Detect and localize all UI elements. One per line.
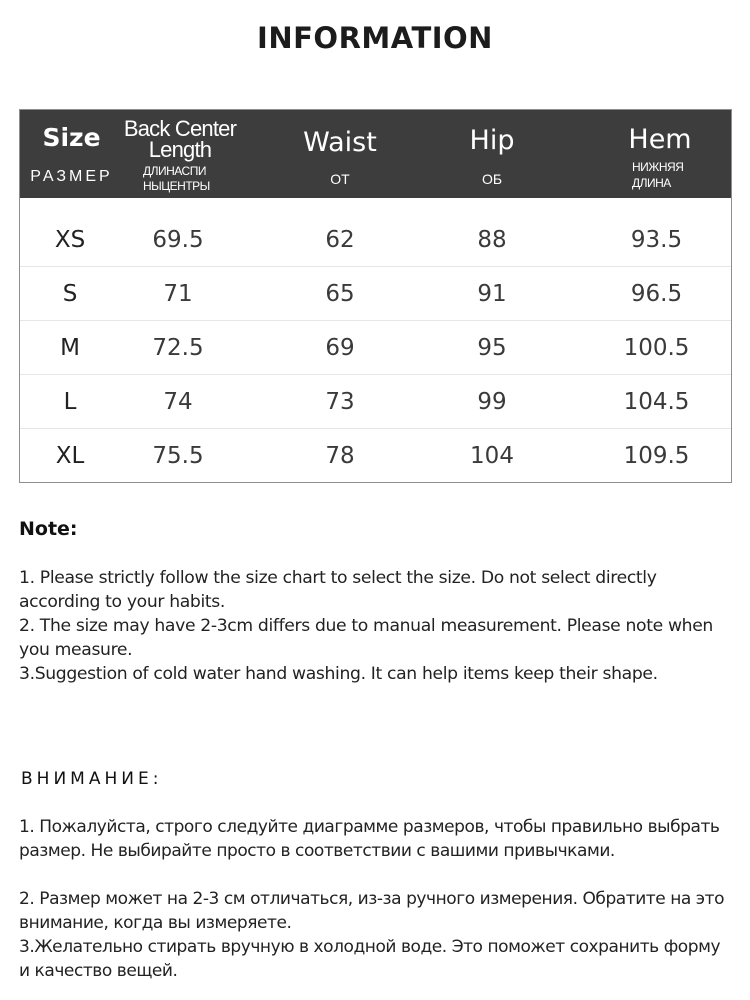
- note-ru-item: 1. Пожалуйста, строго следуйте диаграмме размеров, чтобы правильно выбрать размер. Не выбирайте просто в соответствии с вашими привычками.: [19, 817, 720, 861]
- cell-hip: 88: [477, 227, 507, 253]
- cell-waist: 78: [325, 443, 355, 469]
- cell-hem: 93.5: [630, 227, 683, 253]
- header-hem-label: Hem: [628, 124, 692, 155]
- note-item: 1. Please strictly follow the size chart to select the size. Do not select directly according to your habits.: [19, 568, 657, 612]
- cell-back-center-length: 69.5: [152, 227, 204, 253]
- cell-hem: 100.5: [623, 335, 690, 361]
- table-row: [20, 213, 731, 267]
- header-back-center-length: [120, 110, 240, 198]
- cell-hip: 99: [477, 389, 507, 415]
- cell-waist: 62: [325, 227, 355, 253]
- note-item: 3.Suggestion of cold water hand washing. It can help items keep their shape.: [19, 664, 658, 684]
- cell-hip: 91: [477, 281, 507, 307]
- table-row: [20, 267, 731, 321]
- cell-hip: 104: [470, 443, 514, 469]
- header-hem: [590, 110, 730, 198]
- cell-size: L: [63, 389, 77, 415]
- cell-size: XL: [55, 443, 85, 469]
- cell-hem: 104.5: [623, 389, 690, 415]
- header-hem-label-ru: НИЖНЯЯ ДЛИНА: [632, 160, 684, 190]
- table-row: [20, 321, 731, 375]
- cell-waist: 73: [325, 389, 355, 415]
- cell-size: S: [62, 281, 78, 307]
- note-ru-item: 2. Размер может на 2-3 см отличаться, из-за ручного измерения. Обратите на это внимание, когда вы измеряете.: [19, 889, 725, 933]
- cell-hip: 95: [477, 335, 507, 361]
- page-title: INFORMATION: [257, 21, 493, 55]
- size-chart-table: [19, 109, 732, 483]
- table-header: [20, 110, 731, 198]
- cell-back-center-length: 74: [163, 389, 193, 415]
- header-waist: [275, 110, 405, 198]
- cell-waist: 69: [325, 335, 355, 361]
- note-ru-item: 3.Желательно стирать вручную в холодной воде. Это поможет сохранить форму и качество вещей.: [19, 937, 721, 981]
- cell-hem: 96.5: [630, 281, 683, 307]
- cell-size: XS: [54, 227, 86, 253]
- cell-back-center-length: 75.5: [152, 443, 204, 469]
- header-waist-label-ru: ОТ: [330, 171, 350, 187]
- note-ru-heading: ВНИМАНИЕ:: [21, 769, 163, 789]
- cell-back-center-length: 71: [163, 281, 193, 307]
- cell-size: M: [60, 335, 80, 361]
- note-item: 2. The size may have 2-3cm differs due to manual measurement. Please note when you measure.: [19, 616, 713, 660]
- header-hip-label-ru: ОБ: [481, 171, 503, 187]
- cell-waist: 65: [325, 281, 355, 307]
- header-size: [20, 110, 123, 198]
- cell-hem: 109.5: [623, 443, 690, 469]
- header-size-label-ru: РАЗМЕР: [30, 168, 113, 185]
- header-hip: [432, 110, 552, 198]
- header-size-label: Size: [42, 123, 101, 152]
- table-row: [20, 429, 731, 483]
- cell-back-center-length: 72.5: [152, 335, 204, 361]
- table-row: [20, 375, 731, 429]
- header-hip-label: Hip: [469, 125, 515, 156]
- header-back-center-length-label-ru: ДЛИНАСПИ НЫЦЕНТРЫ: [143, 164, 210, 193]
- header-back-center-length-label: Back Center Length: [123, 116, 237, 162]
- note-heading: Note:: [19, 518, 78, 540]
- header-waist-label: Waist: [303, 127, 377, 158]
